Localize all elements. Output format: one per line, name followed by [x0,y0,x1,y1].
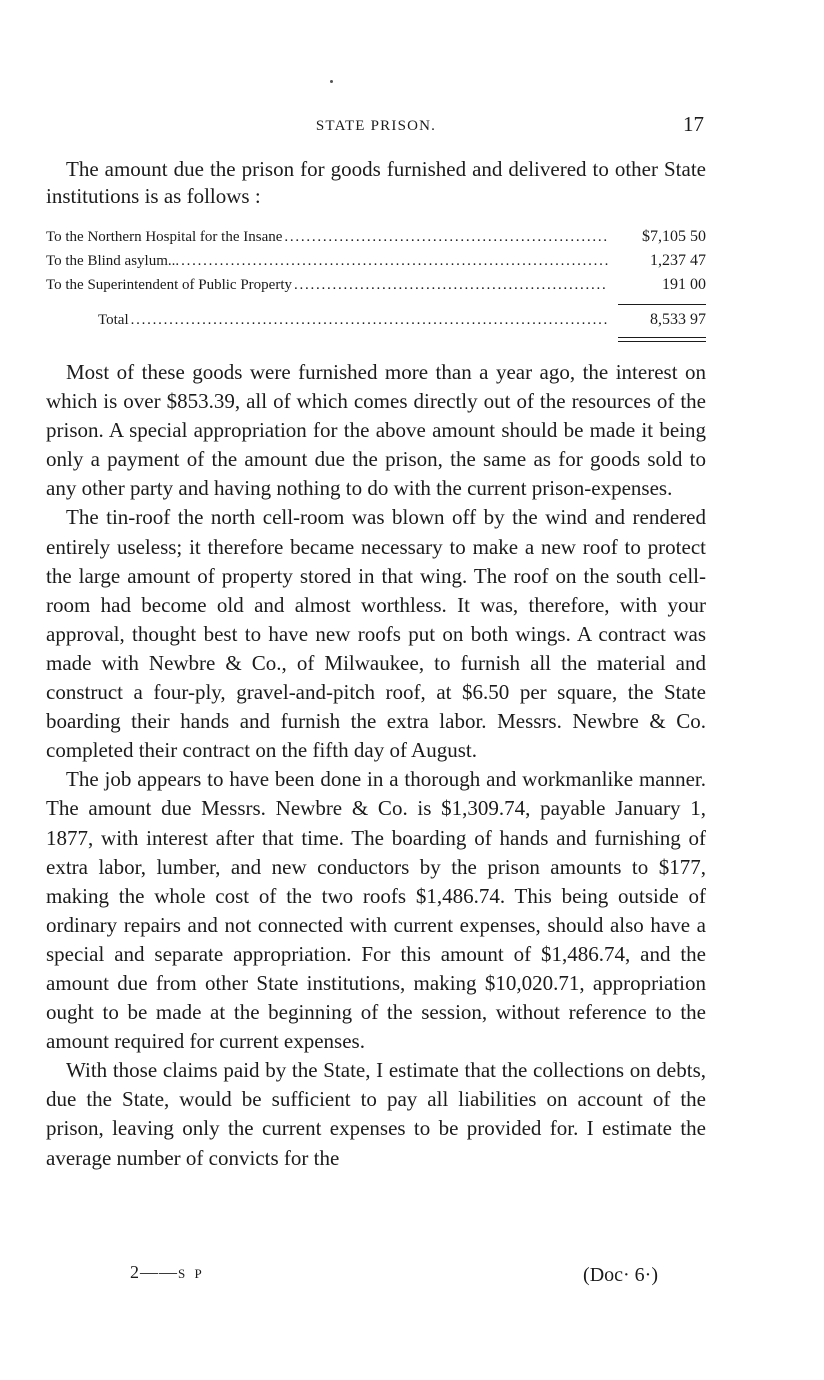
account-amount: 1,237 47 [650,252,706,269]
body-paragraph: With those claims paid by the State, I estimate that the collections on debts, due the State, would be sufficient to pay all liabilities on account of the prison, leaving only the current expenses to be provided for. I estimate the average number of convicts for the [46,1058,706,1170]
account-amount: $7,105 50 [642,228,706,245]
signature-dash: —— [140,1262,178,1282]
body-paragraph: Most of these goods were furnished more than a year ago, the interest on which is over $853.39, all of which comes directly out of the resources of the prison. A special appropriation for the above amount should be made it being only a payment of the amount due the prison, the same as for goods sold to any other party and having nothing to do with the current prison-expenses. [46,360,706,501]
signature-number: 2 [130,1262,140,1282]
account-label: To the Superintendent of Public Property [46,277,292,293]
account-label: To the Northern Hospital for the Insane [46,229,283,245]
total-amount: 8,533 97 [650,311,706,328]
total-label: Total [98,312,129,328]
account-amount: 191 00 [662,276,706,293]
body-text [46,358,706,1173]
print-speck [330,80,333,83]
dot-leader [294,277,608,294]
page-footer [46,1260,706,1290]
document-reference: (Doc· 6·) [583,1264,658,1286]
body-paragraph: The job appears to have been done in a thorough and workmanlike manner. The amount due Messrs. Newbre & Co. is $1,309.74, payable January 1, 1877, with interest after that time. The boarding of hands and furnishing of extra labor, lumber, and new conductors by the prison amounts to $177, making the whole cost of the two roofs $1,486.74. This being outside of ordinary repairs and not connected with current expenses, should also have a special and separate appropriation. For this amount of $1,486.74, and the amount due from other State institutions, making $10,020.71, appropriation ought to be made at the beginning of the session, without reference to the amount required for current expenses. [46,767,706,1054]
signature-letters: S P [178,1266,205,1281]
dot-leader [131,312,608,329]
account-row [46,228,706,252]
account-row [46,276,706,300]
total-row [46,311,706,335]
signature-mark [130,1262,205,1283]
intro-paragraph: The amount due the prison for goods furnished and delivered to other State institutions is as follows : [46,157,706,208]
running-head: STATE PRISON. [315,118,437,134]
account-row [46,252,706,276]
page-number: 17 [683,112,704,136]
sum-rule [618,304,706,305]
account-label: To the Blind asylum... [46,253,180,269]
page-header [46,112,706,142]
total-double-rule [618,337,706,342]
dot-leader [284,229,608,246]
dot-leader [181,253,608,270]
accounts-table [46,228,706,342]
body-paragraph: The tin-roof the north cell-room was blown off by the wind and rendered entirely useless; it therefore became necessary to make a new roof to protect the large amount of property stored in that wing. The roof on the south cell-room had become old and almost worthless. It was, therefore, with your approval, thought best to have new roofs put on both wings. A contract was made with Newbre & Co., of Milwaukee, to furnish all the material and construct a four-ply, gravel-and-pitch roof, at $6.50 per square, the State boarding their hands and furnish the extra labor. Messrs. Newbre & Co. completed their contract on the fifth day of August. [46,505,706,763]
